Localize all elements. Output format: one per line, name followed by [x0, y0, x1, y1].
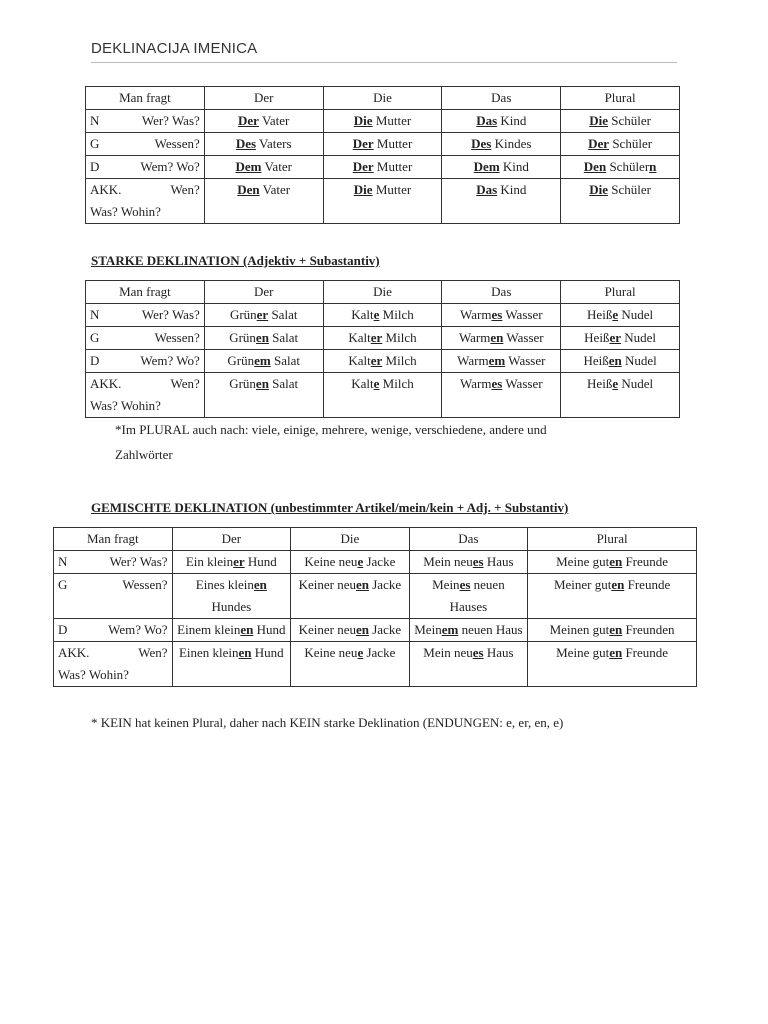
word-stem: Keine neu: [304, 554, 358, 569]
case-name: G: [90, 136, 100, 151]
case-name: G: [58, 577, 68, 592]
declension-ending: en: [609, 554, 623, 569]
column-header: Man fragt: [86, 87, 205, 110]
declension-cell: [561, 304, 680, 327]
table-row: [86, 350, 680, 373]
word-rest: Mutter: [372, 182, 412, 197]
case-label-cell: [54, 642, 173, 687]
declension-ending: Das: [476, 182, 498, 197]
table-row: [86, 110, 680, 133]
declension-cell: [323, 373, 442, 418]
word-rest: Hund: [253, 622, 286, 637]
word-rest: Salat: [268, 307, 298, 322]
declension-cell: [561, 110, 680, 133]
word-stem: Heiß: [584, 330, 610, 345]
case-question-line: [90, 373, 200, 395]
word-stem: Keiner neu: [298, 622, 356, 637]
case-question: Wen?: [170, 182, 200, 197]
page-title: DEKLINACIJA IMENICA: [91, 40, 258, 57]
table-row: [86, 327, 680, 350]
column-header: Der: [172, 528, 291, 551]
case-question-line: [90, 350, 200, 372]
declension-cell: [291, 551, 410, 574]
word-rest: Hund: [244, 554, 277, 569]
declension-ending: n: [649, 159, 657, 174]
word-stem: Mein neu: [423, 554, 473, 569]
case-name: N: [58, 554, 68, 569]
declension-ending: en: [611, 577, 625, 592]
declension-ending: er: [609, 330, 621, 345]
case-label-cell: [86, 179, 205, 224]
word-rest: Schüler: [606, 159, 650, 174]
declension-ending: er: [233, 554, 245, 569]
case-question: Wen?: [138, 645, 168, 660]
declension-cell: [409, 551, 528, 574]
plural-note-line1: *Im PLURAL auch nach: viele, einige, mehrere, wenige, verschiedene, andere und: [115, 422, 547, 437]
word-stem: Einem klein: [177, 622, 241, 637]
declension-ending: en: [255, 376, 269, 391]
word-rest: Jacke: [363, 645, 396, 660]
word-stem: Ein klein: [185, 554, 234, 569]
column-header: Plural: [561, 281, 680, 304]
declension-ending: es: [491, 307, 503, 322]
word-rest: Vater: [261, 159, 292, 174]
declension-cell: [323, 179, 442, 224]
case-label-cell: [86, 373, 205, 418]
case-question: Wessen?: [122, 577, 168, 592]
case-name: N: [90, 307, 100, 322]
declension-cell: [204, 350, 323, 373]
declension-cell: [442, 304, 561, 327]
page-header: [91, 40, 677, 63]
word-rest: Jacke: [369, 577, 402, 592]
table-row: [86, 373, 680, 418]
case-label-cell: [54, 551, 173, 574]
declension-cell: [323, 156, 442, 179]
declension-cell: [204, 179, 323, 224]
column-header: Man fragt: [86, 281, 205, 304]
word-stem: Kalt: [351, 307, 374, 322]
declension-ending: es: [472, 645, 484, 660]
declension-ending: es: [459, 577, 471, 592]
declension-ending: em: [441, 622, 459, 637]
case-question: Wem? Wo?: [140, 159, 200, 174]
word-stem: Meinen gut: [549, 622, 610, 637]
case-name: D: [90, 159, 100, 174]
declension-ending: en: [255, 330, 269, 345]
case-label-cell: [86, 110, 205, 133]
table-row: [54, 619, 697, 642]
case-label-cell: [86, 304, 205, 327]
word-rest: Freunde: [624, 577, 671, 592]
word-stem: Keine neu: [304, 645, 358, 660]
word-rest: Salat: [268, 376, 299, 391]
declension-ending: en: [240, 622, 254, 637]
declension-ending: e: [612, 307, 619, 322]
word-stem: Meiner gut: [553, 577, 612, 592]
case-question-line: [90, 327, 200, 349]
column-header: Plural: [528, 528, 697, 551]
declension-cell: [323, 327, 442, 350]
mixed-declension-table: [53, 527, 697, 687]
table-row: [54, 574, 697, 619]
declension-ending: er: [256, 307, 269, 322]
declension-cell: [204, 373, 323, 418]
declension-cell: [172, 642, 291, 687]
column-header: Der: [204, 281, 323, 304]
word-rest: Nudel: [618, 376, 654, 391]
word-stem: Meine gut: [556, 554, 610, 569]
table-row: [54, 642, 697, 687]
word-rest: Schüler: [609, 136, 653, 151]
case-question-line: [90, 133, 200, 155]
case-name: AKK.: [90, 182, 122, 197]
declension-ending: en: [490, 330, 504, 345]
column-header: Der: [204, 87, 323, 110]
declension-cell: [409, 574, 528, 619]
case-label-cell: [86, 350, 205, 373]
declension-cell: [442, 156, 561, 179]
case-question-line: [90, 179, 200, 201]
declension-ending: en: [609, 645, 623, 660]
case-label-cell: [86, 327, 205, 350]
declension-ending: Dem: [235, 159, 262, 174]
declension-cell: [204, 327, 323, 350]
word-rest: Schüler: [608, 182, 651, 197]
declension-ending: en: [609, 622, 623, 637]
declension-cell: [204, 110, 323, 133]
declension-ending: Des: [235, 136, 257, 151]
word-rest: Jacke: [363, 554, 396, 569]
declension-ending: Die: [589, 182, 608, 197]
declension-ending: en: [356, 577, 369, 592]
declension-cell: [204, 133, 323, 156]
case-question-line: [90, 304, 200, 326]
declension-ending: Der: [588, 136, 610, 151]
case-name: N: [90, 113, 100, 128]
strong-declension-table: [85, 280, 680, 418]
word-rest: Schüler: [608, 113, 651, 128]
declension-cell: [561, 156, 680, 179]
declension-ending: en: [356, 622, 369, 637]
declension-cell: [561, 179, 680, 224]
declension-ending: Die: [589, 113, 608, 128]
word-stem: Mein: [414, 622, 442, 637]
word-rest: Mutter: [373, 136, 413, 151]
word-stem: Grün: [229, 307, 257, 322]
word-rest: Vater: [259, 182, 291, 197]
declension-cell: [528, 574, 697, 619]
case-question: Wer? Was?: [141, 307, 200, 322]
declension-ending: er: [370, 330, 383, 345]
word-stem: Kalt: [351, 376, 374, 391]
declension-cell: [204, 304, 323, 327]
case-question-line: [90, 110, 200, 132]
declension-ending: Die: [353, 113, 373, 128]
word-stem: Einen klein: [178, 645, 239, 660]
word-rest: Freunde: [622, 554, 669, 569]
declension-ending: en: [608, 353, 622, 368]
declension-ending: e: [373, 376, 380, 391]
declension-cell: [442, 327, 561, 350]
case-question: Wem? Wo?: [108, 622, 168, 637]
declension-ending: e: [612, 376, 619, 391]
case-label-cell: [54, 619, 173, 642]
declension-ending: Der: [352, 159, 374, 174]
column-header: Das: [442, 281, 561, 304]
case-name: AKK.: [90, 376, 122, 391]
word-rest: Kind: [497, 182, 527, 197]
case-question-continued: Was? Wohin?: [90, 398, 161, 413]
declension-ending: en: [238, 645, 252, 660]
mixed-declension-title: GEMISCHTE DEKLINATION (unbestimmter Artikel/mein/kein + Adj. + Substantiv): [91, 500, 569, 515]
case-question: Wer? Was?: [141, 113, 200, 128]
plural-note-line2: Zahlwörter: [115, 447, 173, 462]
declension-cell: [442, 350, 561, 373]
word-rest: Hund: [251, 645, 284, 660]
declension-cell: [442, 373, 561, 418]
case-question-continued: Was? Wohin?: [58, 667, 129, 682]
column-header: Das: [409, 528, 528, 551]
case-label-cell: [54, 574, 173, 619]
case-question: Wessen?: [154, 330, 200, 345]
word-rest: Vaters: [256, 136, 292, 151]
declension-cell: [291, 619, 410, 642]
declension-cell: [291, 574, 410, 619]
word-stem: Grün: [227, 353, 255, 368]
header-row: [54, 528, 697, 551]
case-name: D: [58, 622, 68, 637]
declension-ending: em: [488, 353, 506, 368]
case-question-line: [90, 156, 200, 178]
word-rest: Milch: [382, 353, 417, 368]
word-rest: Vater: [258, 113, 290, 128]
declension-ending: Dem: [473, 159, 500, 174]
word-rest: Mutter: [372, 113, 412, 128]
declension-cell: [204, 156, 323, 179]
declension-cell: [442, 110, 561, 133]
case-question: Wessen?: [154, 136, 200, 151]
declension-cell: [442, 179, 561, 224]
strong-declension-title: STARKE DEKLINATION (Adjektiv + Subastantiv): [91, 253, 380, 268]
word-rest: Wasser: [502, 307, 543, 322]
word-rest: Kind: [497, 113, 527, 128]
case-question-line: [58, 551, 168, 573]
word-stem: Warm: [457, 353, 489, 368]
case-label-cell: [86, 156, 205, 179]
word-rest: Freunden: [622, 622, 675, 637]
case-question: Wer? Was?: [109, 554, 168, 569]
header-row: [86, 87, 680, 110]
case-question: Wen?: [170, 376, 200, 391]
table-row: [86, 133, 680, 156]
column-header: Plural: [561, 87, 680, 110]
declension-ending: es: [472, 554, 484, 569]
word-stem: Kalt: [348, 353, 371, 368]
word-rest: Nudel: [621, 353, 657, 368]
declension-cell: [323, 110, 442, 133]
declension-ending: es: [491, 376, 503, 391]
word-rest: Mutter: [373, 159, 413, 174]
declension-ending: e: [357, 554, 364, 569]
article-declension-table: [85, 86, 680, 224]
declension-cell: [561, 350, 680, 373]
case-question: Wem? Wo?: [140, 353, 200, 368]
column-header: Man fragt: [54, 528, 173, 551]
word-stem: Warm: [460, 307, 492, 322]
declension-ending: Den: [237, 182, 260, 197]
word-stem: Mein neu: [423, 645, 473, 660]
word-stem: Heiß: [583, 353, 609, 368]
word-rest: Nudel: [620, 330, 657, 345]
word-rest: Milch: [379, 307, 414, 322]
word-rest: Freunde: [622, 645, 669, 660]
word-stem: Mein: [432, 577, 460, 592]
word-rest: Hundes: [211, 577, 271, 614]
declension-cell: [172, 574, 291, 619]
word-stem: Meine gut: [556, 645, 610, 660]
header-row: [86, 281, 680, 304]
word-rest: Wasser: [505, 353, 546, 368]
word-rest: Milch: [382, 330, 417, 345]
declension-ending: er: [370, 353, 383, 368]
word-stem: Grün: [229, 376, 256, 391]
column-header: Die: [323, 281, 442, 304]
word-stem: Eines klein: [195, 577, 254, 592]
word-stem: Warm: [460, 376, 492, 391]
declension-ending: Des: [471, 136, 492, 151]
word-rest: Milch: [379, 376, 414, 391]
declension-cell: [323, 304, 442, 327]
table-row: [86, 179, 680, 224]
declension-ending: Die: [353, 182, 373, 197]
declension-ending: Das: [476, 113, 498, 128]
declension-cell: [528, 551, 697, 574]
declension-cell: [442, 133, 561, 156]
word-rest: Kindes: [491, 136, 532, 151]
table-row: [86, 304, 680, 327]
declension-cell: [561, 327, 680, 350]
declension-cell: [561, 133, 680, 156]
word-rest: Nudel: [618, 307, 654, 322]
word-stem: Keiner neu: [298, 577, 356, 592]
case-name: D: [90, 353, 100, 368]
word-stem: Grün: [229, 330, 256, 345]
word-rest: Wasser: [503, 330, 544, 345]
word-stem: Warm: [458, 330, 491, 345]
declension-cell: [172, 619, 291, 642]
word-stem: Heiß: [587, 307, 613, 322]
case-question-line: [58, 642, 168, 664]
case-question-line: [58, 574, 168, 596]
declension-ending: e: [373, 307, 380, 322]
declension-cell: [528, 642, 697, 687]
declension-ending: Der: [352, 136, 374, 151]
declension-cell: [409, 642, 528, 687]
declension-ending: e: [357, 645, 364, 660]
declension-ending: em: [254, 353, 271, 368]
column-header: Das: [442, 87, 561, 110]
declension-cell: [172, 551, 291, 574]
word-rest: Wasser: [502, 376, 543, 391]
word-rest: Haus: [483, 554, 514, 569]
declension-cell: [409, 619, 528, 642]
declension-cell: [291, 642, 410, 687]
word-rest: Haus: [483, 645, 514, 660]
case-name: AKK.: [58, 645, 90, 660]
declension-cell: [323, 133, 442, 156]
word-rest: neuen Hauses: [449, 577, 508, 614]
word-stem: Kalt: [348, 330, 371, 345]
case-name: G: [90, 330, 100, 345]
declension-cell: [528, 619, 697, 642]
case-question-line: [58, 619, 168, 641]
declension-ending: en: [253, 577, 267, 592]
word-rest: Salat: [268, 330, 299, 345]
case-question-continued: Was? Wohin?: [90, 204, 161, 219]
word-rest: neuen Haus: [458, 622, 523, 637]
column-header: Die: [291, 528, 410, 551]
table-row: [86, 156, 680, 179]
plural-note: [115, 417, 675, 467]
case-label-cell: [86, 133, 205, 156]
declension-cell: [323, 350, 442, 373]
kein-note: * KEIN hat keinen Plural, daher nach KEIN starke Deklination (ENDUNGEN: e, er, en, e): [91, 715, 564, 730]
declension-ending: Der: [238, 113, 259, 128]
word-rest: Jacke: [369, 622, 402, 637]
declension-cell: [561, 373, 680, 418]
word-rest: Kind: [499, 159, 529, 174]
word-stem: Heiß: [587, 376, 613, 391]
table-row: [54, 551, 697, 574]
word-rest: Salat: [270, 353, 300, 368]
declension-ending: Den: [583, 159, 607, 174]
column-header: Die: [323, 87, 442, 110]
